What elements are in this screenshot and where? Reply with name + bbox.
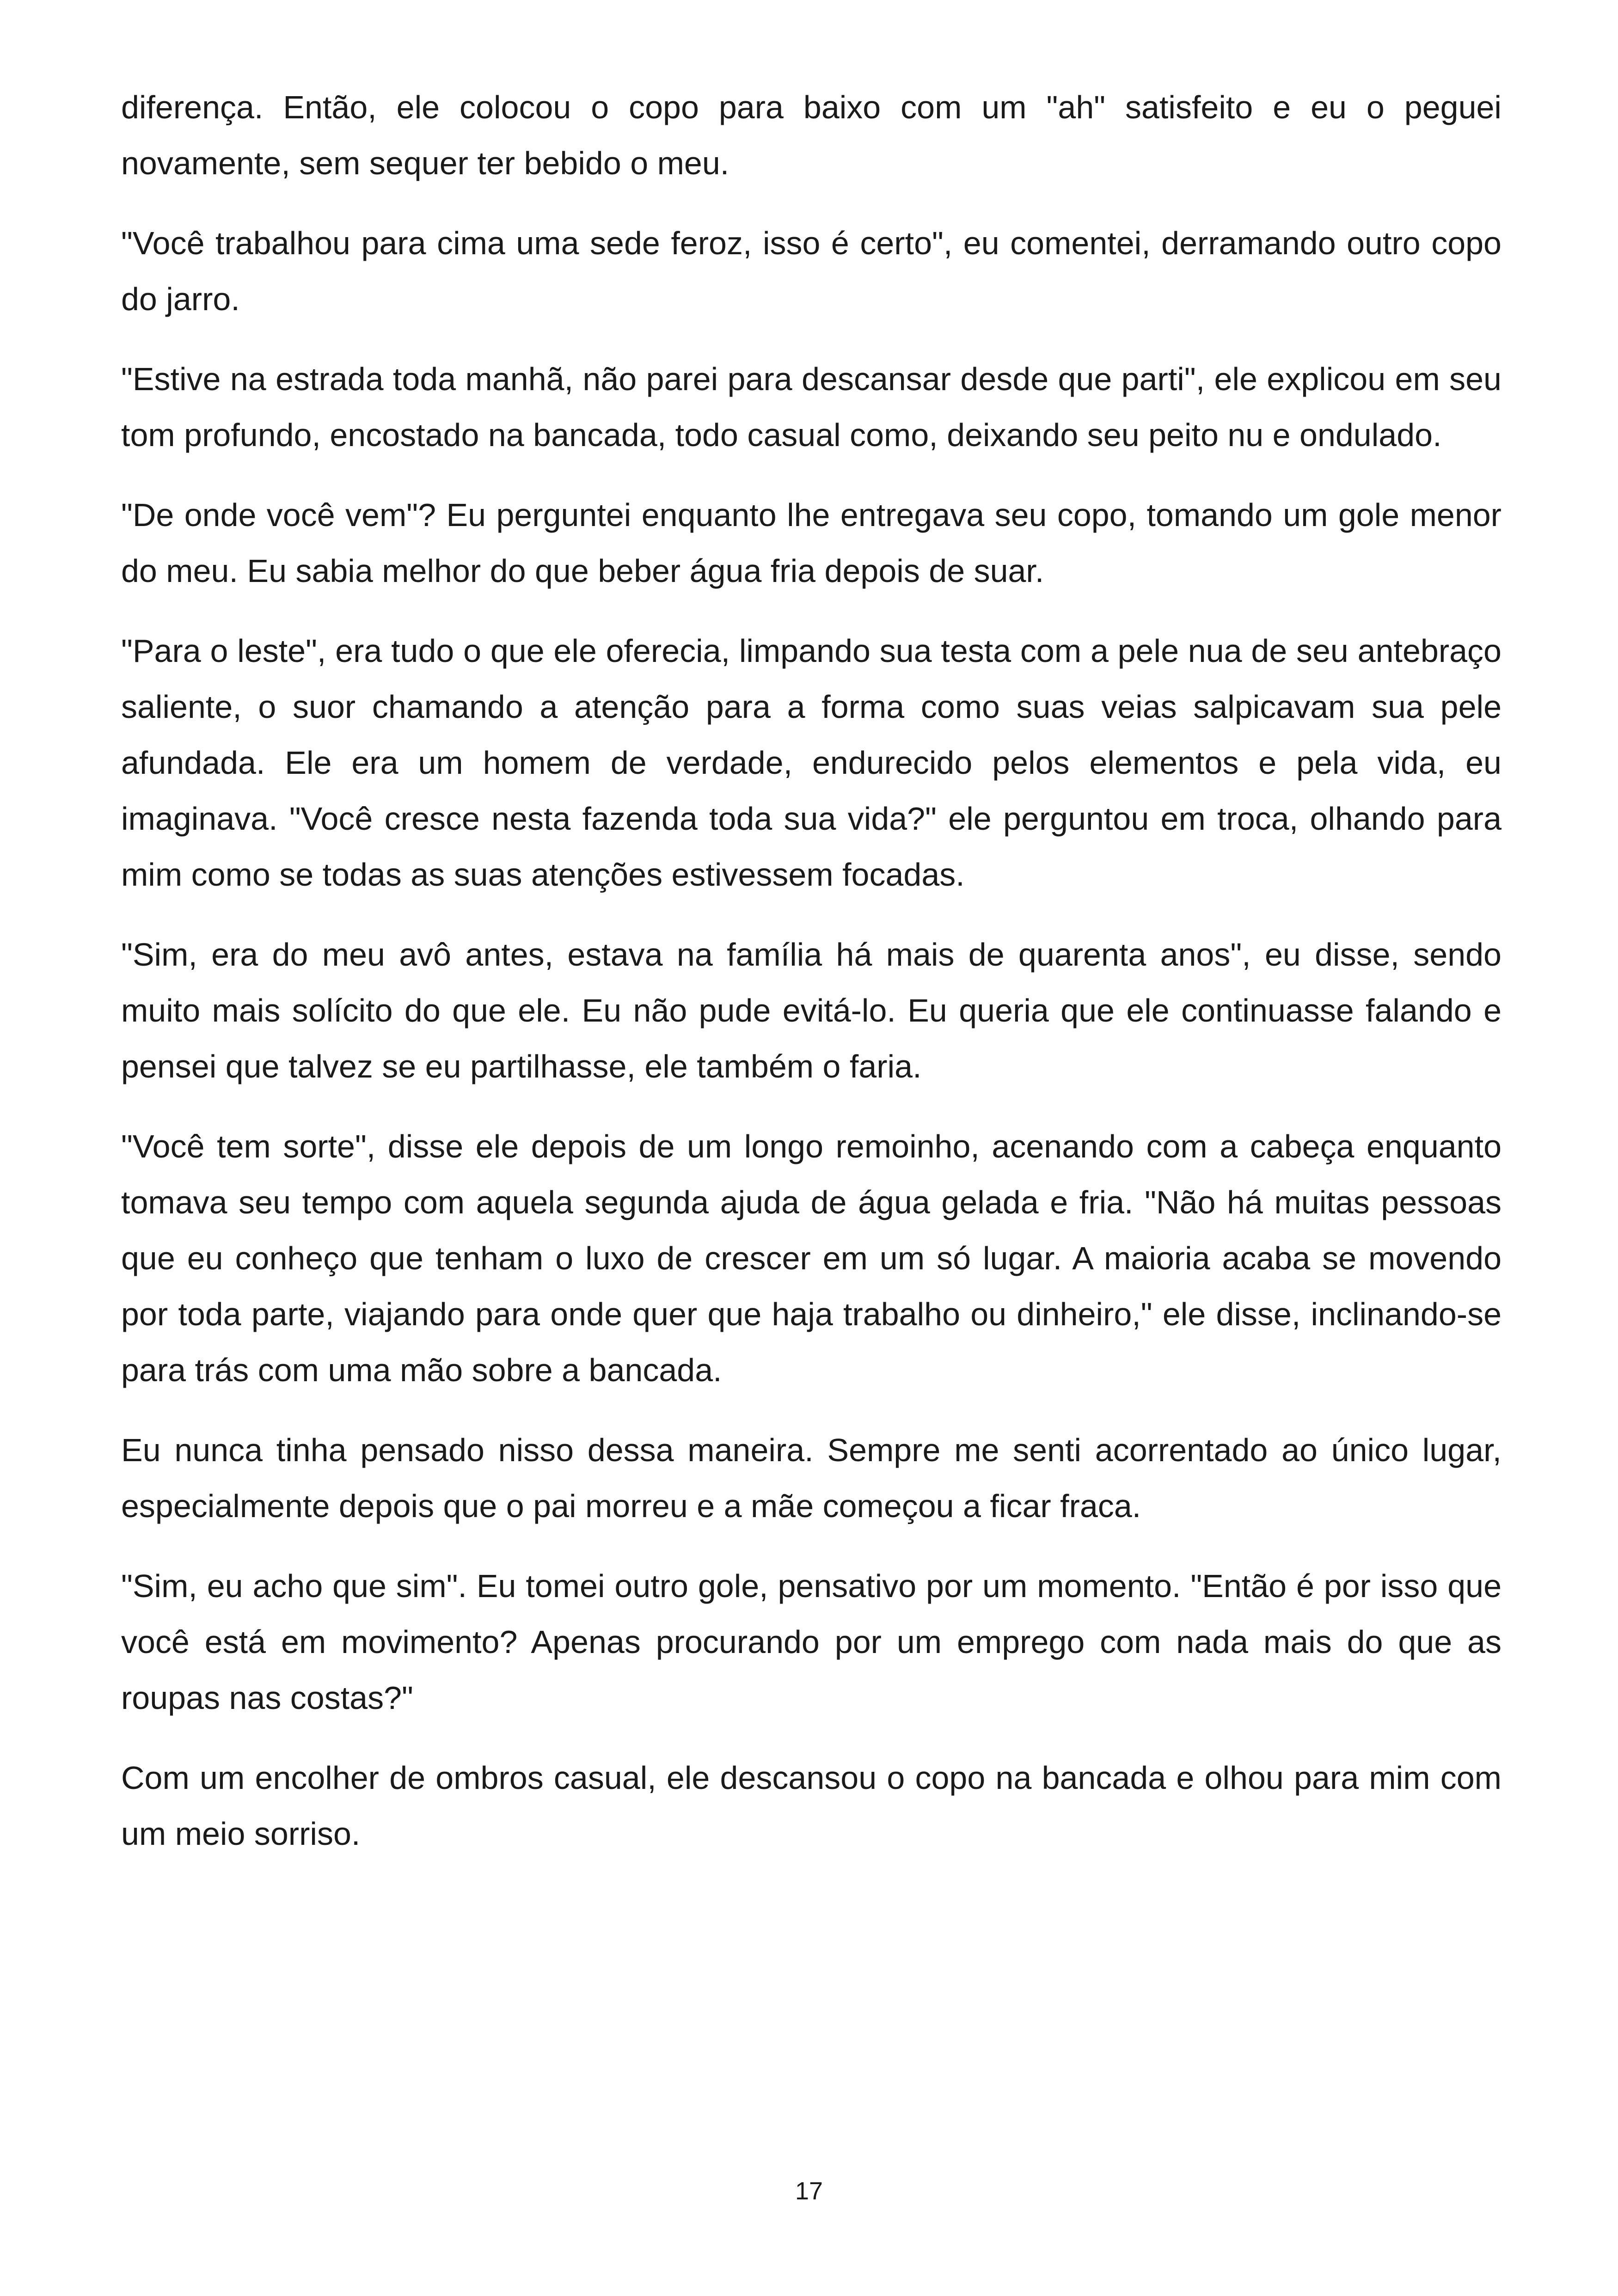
paragraph: "Sim, era do meu avô antes, estava na família há mais de quarenta anos", eu disse, sendo muito mais solícito do que ele. Eu não pude evitá-lo. Eu queria que ele continuasse falando e pensei que talvez se eu partilhasse, ele também o faria.: [121, 937, 1502, 1084]
body-text: [121, 80, 1502, 1886]
paragraph: "Para o leste", era tudo o que ele oferecia, limpando sua testa com a pele nua de seu antebraço saliente, o suor chamando a atenção para a forma como suas veias salpicavam sua pele afundada. Ele era um homem de verdade, endurecido pelos elementos e pela vida, eu imaginava. "Você cresce nesta fazenda toda sua vida?" ele perguntou em troca, olhando para mim como se todas as suas atenções estivessem focadas.: [121, 633, 1502, 893]
paragraph: diferença. Então, ele colocou o copo para baixo com um "ah" satisfeito e eu o peguei novamente, sem sequer ter bebido o meu.: [121, 89, 1502, 181]
paragraph: "De onde você vem"? Eu perguntei enquanto lhe entregava seu copo, tomando um gole menor do meu. Eu sabia melhor do que beber água fria depois de suar.: [121, 497, 1502, 589]
paragraph: Com um encolher de ombros casual, ele descansou o copo na bancada e olhou para mim com um meio sorriso.: [121, 1760, 1502, 1852]
paragraph: "Você tem sorte", disse ele depois de um longo remoinho, acenando com a cabeça enquanto tomava seu tempo com aquela segunda ajuda de água gelada e fria. "Não há muitas pessoas que eu conheço que tenham o luxo de crescer em um só lugar. A maioria acaba se movendo por toda parte, viajando para onde quer que haja trabalho ou dinheiro," ele disse, inclinando-se para trás com uma mão sobre a bancada.: [121, 1128, 1502, 1388]
paragraph: "Sim, eu acho que sim". Eu tomei outro gole, pensativo por um momento. "Então é por isso que você está em movimento? Apenas procurando por um emprego com nada mais do que as roupas nas costas?": [121, 1568, 1502, 1716]
paragraph: "Estive na estrada toda manhã, não parei para descansar desde que parti", ele explicou em seu tom profundo, encostado na bancada, todo casual como, deixando seu peito nu e ondulado.: [121, 361, 1502, 453]
page-number: 17: [795, 2177, 823, 2205]
paragraph: "Você trabalhou para cima uma sede feroz, isso é certo", eu comentei, derramando outro copo do jarro.: [121, 225, 1502, 317]
paragraph: Eu nunca tinha pensado nisso dessa maneira. Sempre me senti acorrentado ao único lugar, especialmente depois que o pai morreu e a mãe começou a ficar fraca.: [121, 1432, 1502, 1524]
